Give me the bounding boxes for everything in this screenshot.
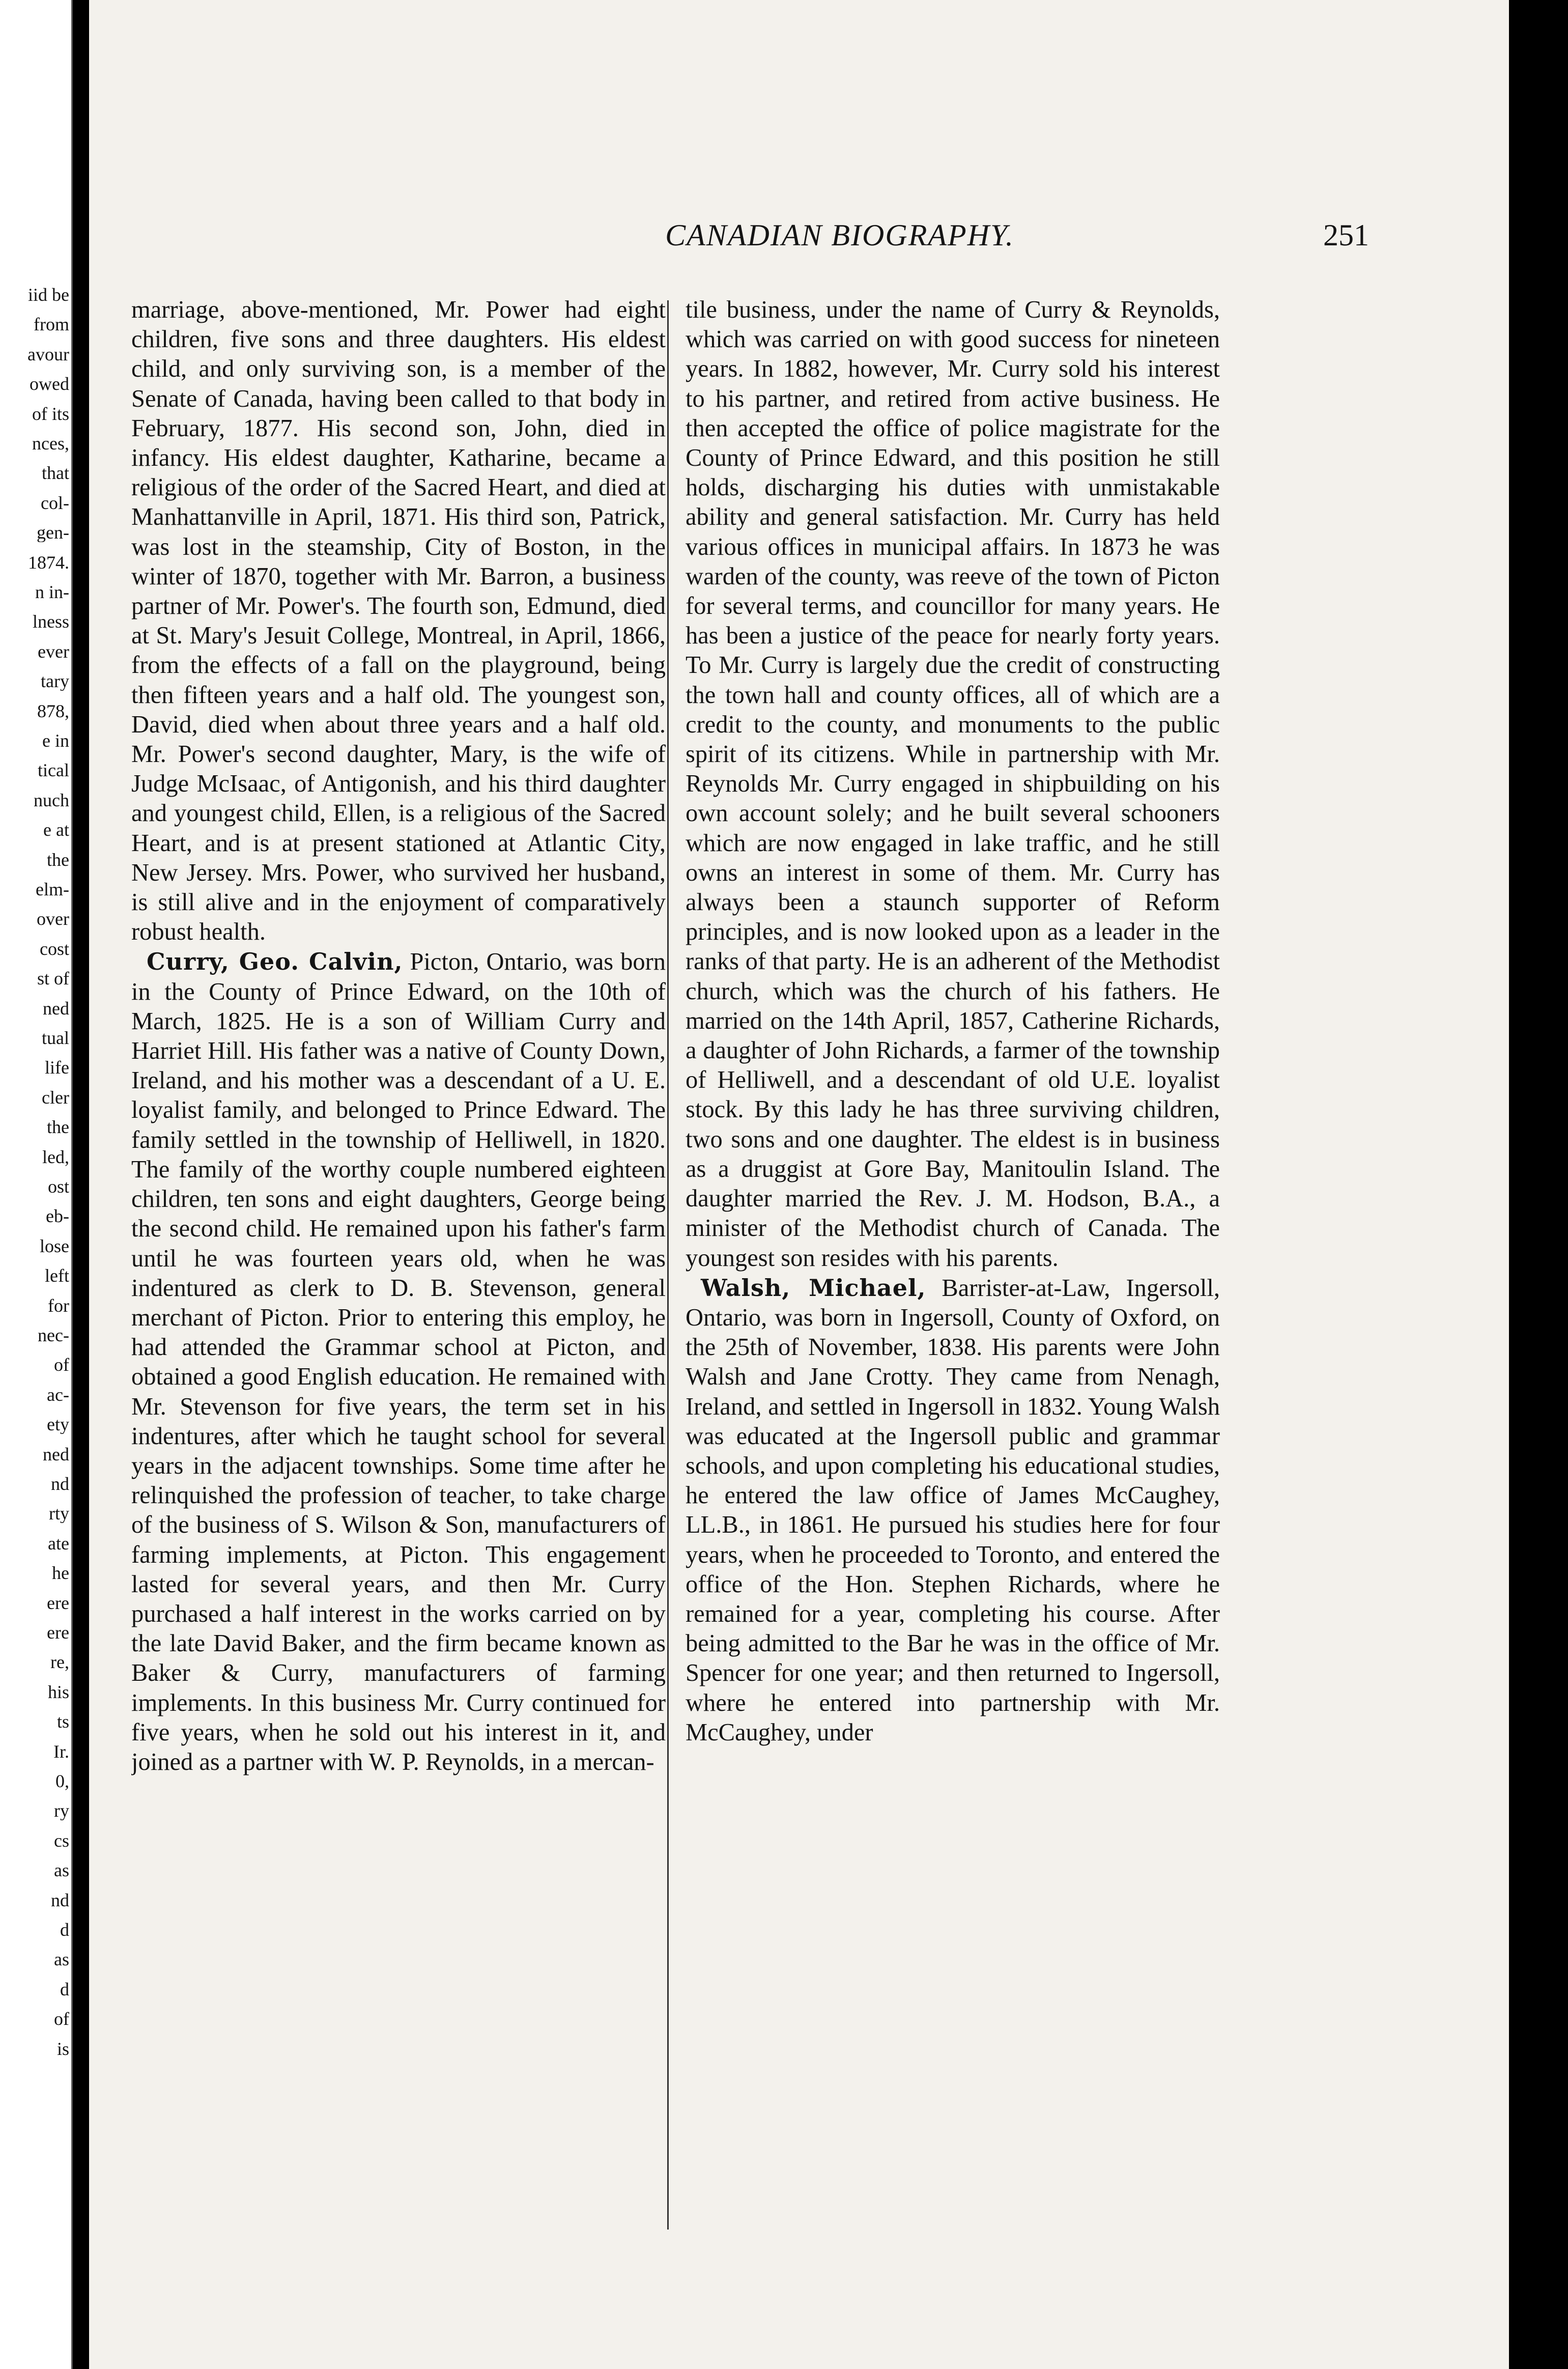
margin-fragment: tary <box>41 671 69 691</box>
entry-text: Barrister-at-Law, Ingersoll, Ontario, was born in Ingersoll, County of Oxford, on the 25th of November, 1838. His parents were John Walsh and Jane Crotty. They came from Nenagh, Ireland, and settled in Ingersoll in 1832. Young Walsh was educated at the Ingersoll public and grammar schools, and upon completing his educational studies, he entered the law office of James McCaughey, LL.B., in 1861. He pursued his studies here for four years, when he proceeded to Toronto, and entered the office of the Hon. Stephen Richards, where he remained for a year, completing his course. After being admitted to the Bar he was in the office of Mr. Spencer for one year; and then returned to Ingersoll, where he entered into partnership with Mr. McCaughey, under <box>686 1274 1220 1746</box>
biography-entry-walsh <box>686 1273 1220 1747</box>
margin-fragment: as <box>54 1950 69 1969</box>
margin-fragment: tual <box>42 1028 69 1048</box>
column-divider <box>667 300 669 2230</box>
margin-fragment: n in- <box>35 582 69 602</box>
margin-fragment: cs <box>54 1830 69 1850</box>
margin-fragment: d <box>60 1920 69 1939</box>
entry-name: Walsh, Michael, <box>701 1274 926 1302</box>
margin-fragment: cost <box>40 939 69 958</box>
margin-fragment: ost <box>47 1177 69 1196</box>
margin-fragment: of <box>54 1355 69 1375</box>
margin-fragment: from <box>34 315 69 334</box>
margin-fragment: ac- <box>47 1385 69 1404</box>
right-text-column <box>686 295 1220 2240</box>
margin-fragment: nd <box>51 1890 69 1910</box>
margin-fragment: ned <box>43 998 69 1018</box>
margin-fragment: of its <box>32 404 69 424</box>
margin-fragment: elm- <box>36 880 69 899</box>
margin-fragment: 878, <box>37 701 69 721</box>
margin-fragment: avour <box>27 344 69 364</box>
margin-fragment: nd <box>51 1474 69 1493</box>
margin-fragment: ned <box>43 1444 69 1464</box>
margin-fragment: d <box>60 1979 69 1999</box>
previous-page-edge <box>0 0 73 2369</box>
margin-fragment: iid be <box>28 285 69 304</box>
margin-fragment: ever <box>38 641 69 661</box>
margin-fragment: Ir. <box>53 1741 69 1761</box>
margin-fragment: nces, <box>32 434 69 453</box>
margin-fragment: over <box>37 909 69 929</box>
margin-fragment: e at <box>43 820 69 840</box>
page-header <box>560 218 1384 264</box>
margin-fragment: his <box>47 1682 69 1702</box>
continued-paragraph: marriage, above-mentioned, Mr. Power had eight children, five sons and three daughters. His eldest child, and only surviving son, is a member of the Senate of Canada, having been called to that body in February, 1877. His second son, John, died in infancy. His eldest daughter, Katharine, became a religious of the order of the Sacred Heart, and died at Manhattanville in April, 1871. His third son, Patrick, was lost in the steamship, City of Boston, in the winter of 1870, together with Mr. Barron, a business partner of Mr. Power's. The fourth son, Edmund, died at St. Mary's Jesuit College, Montreal, in April, 1866, from the effects of a fall on the playground, being then fifteen years and a half old. The youngest son, David, died when about three years and a half old. Mr. Power's second daughter, Mary, is the wife of Judge McIsaac, of Antigonish, and his third daughter and youngest child, Ellen, is a religious of the Sacred Heart, and is at present stationed at Atlantic City, New Jersey. Mrs. Power, who survived her husband, is still alive and in the enjoyment of comparatively robust health. <box>131 296 666 946</box>
margin-fragment: that <box>42 463 69 483</box>
margin-fragment: nec- <box>38 1325 69 1345</box>
margin-fragment: ts <box>56 1712 69 1732</box>
margin-fragment: the <box>47 1117 69 1137</box>
page-number: 251 <box>1323 218 1369 252</box>
margin-fragment: of <box>54 2009 69 2029</box>
margin-fragment: e in <box>42 731 69 750</box>
running-title: CANADIAN BIOGRAPHY. <box>665 218 1014 252</box>
margin-fragment: 0, <box>55 1771 69 1791</box>
margin-fragment: eb- <box>46 1206 69 1226</box>
margin-fragment: cler <box>42 1087 69 1107</box>
margin-fragment: ry <box>54 1801 69 1821</box>
margin-fragment: owed <box>30 374 69 394</box>
entry-text: Picton, Ontario, was born in the County of Prince Edward, on the 10th of March, 1825. He is a son of William Curry and Harriet Hill. His father was a native of County Down, Ireland, and his mother was a descendant of a U. E. loyalist family, and belonged to Prince Edward. The family settled in the township of Helliwell, in 1820. The family of the worthy couple numbered eighteen children, ten sons and eight daughters, George being the second child. He remained upon his father's farm until he was fourteen years old, when he was indentured as clerk to D. B. Stevenson, general merchant of Picton. Prior to entering this employ, he had attended the Grammar school at Picton, and obtained a good English education. He remained with Mr. Stevenson for five years, the term set in his indentures, after which he taught school for several years in the adjacent townships. Some time after he relinquished the profession of teacher, to take charge of the business of S. Wilson & Son, manufacturers of farming implements, at Picton. This engagement lasted for several years, and then Mr. Curry purchased a half interest in the works carried on by the late David Baker, and the firm became known as Baker & Curry, manufacturers of farming implements. In this business Mr. Curry continued for five years, when he sold out his interest in it, and joined as a partner with W. P. Reynolds, in a mercan- <box>131 948 666 1775</box>
margin-fragment: as <box>54 1860 69 1880</box>
margin-fragment: lness <box>33 612 69 632</box>
margin-fragment: for <box>48 1295 69 1315</box>
margin-fragment: the <box>47 850 69 869</box>
margin-fragment: 1874. <box>28 552 69 572</box>
margin-fragment: st of <box>37 969 69 989</box>
margin-fragment: nuch <box>34 790 69 810</box>
entry-name: Curry, Geo. Calvin, <box>147 948 403 976</box>
margin-fragment: led, <box>42 1147 69 1167</box>
margin-fragment: tical <box>38 760 69 780</box>
book-page <box>89 0 1509 2369</box>
margin-fragment: col- <box>41 493 69 513</box>
margin-fragment: rty <box>49 1504 69 1524</box>
margin-fragment: ate <box>48 1533 69 1553</box>
margin-fragment: gen- <box>37 523 69 543</box>
margin-fragment: ety <box>47 1415 69 1434</box>
margin-fragment: ere <box>47 1623 69 1642</box>
margin-fragment: is <box>56 2039 69 2058</box>
margin-fragment: lose <box>40 1236 69 1256</box>
continued-paragraph: tile business, under the name of Curry & Reynolds, which was carried on with good success for nineteen years. In 1882, however, Mr. Curry sold his interest to his partner, and retired from active business. He then accepted the office of police magistrate for the County of Prince Edward, and this position he still holds, discharging his duties with unmistakable ability and general satisfaction. Mr. Curry has held various offices in municipal affairs. In 1873 he was warden of the county, was reeve of the town of Picton for several terms, and councillor for many years. He has been a justice of the peace for nearly forty years. To Mr. Curry is largely due the credit of constructing the town hall and county offices, all of which are a credit to the county, and monuments to the public spirit of its citizens. While in partnership with Mr. Reynolds Mr. Curry engaged in shipbuilding on his own account solely; and he built several schooners which are now engaged in lake traffic, and he still owns an interest in some of them. Mr. Curry has always been a staunch supporter of Reform principles, and is now looked upon as a leader in the ranks of that party. He is an adherent of the Methodist church, which was the church of his fathers. He married on the 14th April, 1857, Catherine Richards, a daughter of John Richards, a farmer of the township of Helliwell, and a descendant of old U.E. loyalist stock. By this lady he has three surviving children, two sons and one daughter. The eldest is in business as a druggist at Gore Bay, Manitoulin Island. The daughter married the Rev. J. M. Hodson, B.A., a minister of the Methodist church of Canada. The youngest son resides with his parents. <box>686 296 1220 1272</box>
margin-fragment: life <box>45 1058 69 1078</box>
left-text-column <box>131 295 666 2240</box>
margin-fragment: he <box>52 1563 69 1583</box>
biography-entry-curry <box>131 947 666 1777</box>
margin-fragment: re, <box>50 1652 69 1672</box>
margin-fragment: ere <box>47 1593 69 1613</box>
margin-fragment: left <box>45 1266 69 1286</box>
